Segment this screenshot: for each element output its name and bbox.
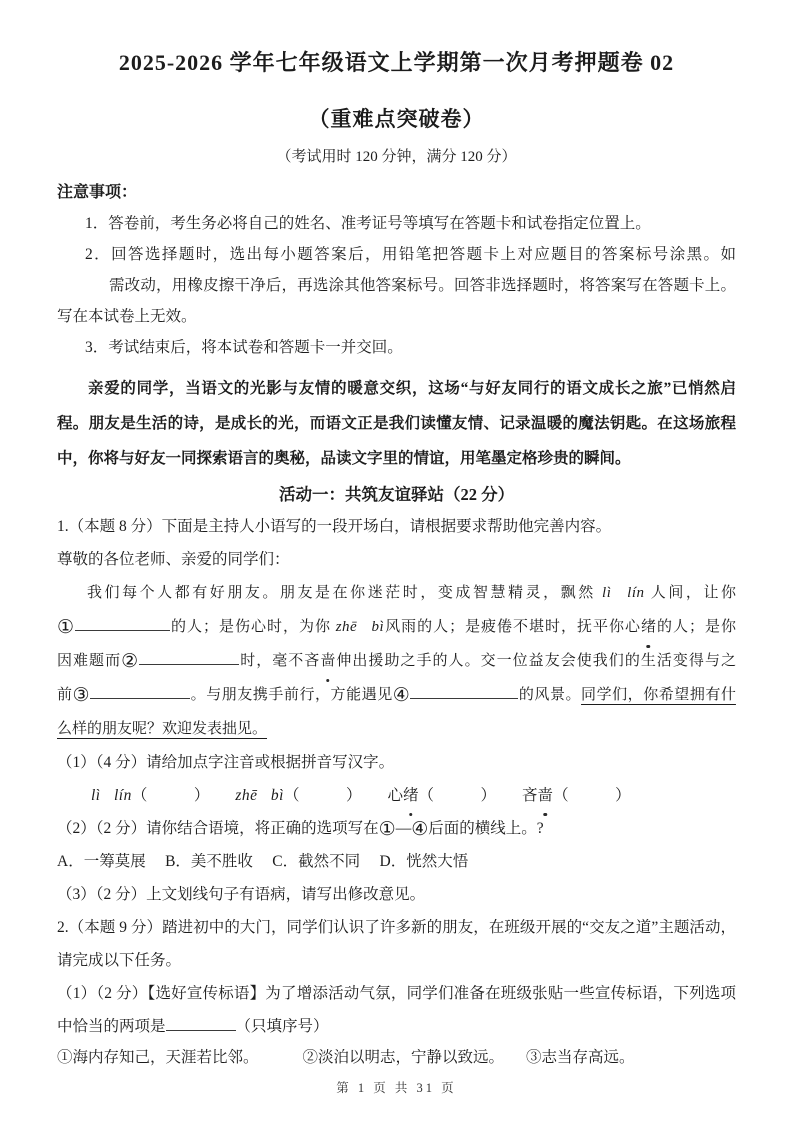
notice-item-3: 3．考试结束后，将本试卷和答题卡一并交回。 [85, 339, 403, 356]
opening-line-4-text-b: 。与朋友携手前行，方能遇见 [190, 687, 393, 703]
word-item-linse-char-2-dotted: 啬 [538, 779, 554, 812]
opening-line-1-tail: 人间，让你 [644, 585, 736, 601]
opening-line-2 [57, 610, 736, 644]
pinyin-answer-row [57, 779, 736, 812]
word-item-xinxu-char-2-dotted: 绪 [403, 779, 419, 812]
emphasized-char-xu: 绪 [641, 610, 656, 644]
opening-line-5 [57, 712, 736, 746]
question-1-sub-2 [57, 812, 736, 845]
exam-meta: （考试用时 120 分钟，满分 120 分） [276, 149, 517, 165]
opening-line-2-text-a: 的人；是伤心时，为你 [170, 619, 336, 635]
notice-item-2-line-1: 2．回答选择题时，选出每小题答案后，用铅笔把答题卡上对应题目的答案标号涂黑。如 [85, 246, 736, 263]
page-footer: 第 1 页 共 31 页 [336, 1081, 457, 1095]
notice-item-2-line-2: 需改动，用橡皮擦干净后，再选涂其他答案标号。回答非选择题时，将答案写在答题卡上。 [109, 277, 736, 294]
circled-number-2: ② [121, 650, 140, 672]
blank-line-4 [410, 683, 518, 699]
question-1-sub-2-text-a: （2）（2 分）请你结合语境，将正确的选项写在 [57, 820, 379, 837]
page-subtitle: （重难点突破卷） [308, 107, 485, 131]
pinyin-item-lilin-syllables: lì lín [91, 787, 132, 804]
word-item-linse-char-1: 吝 [522, 787, 538, 804]
opening-line-3-text-c: 伸出援助之手的人。交一位益友会使我们的生活变得与之 [335, 653, 736, 669]
opening-line-1 [57, 576, 736, 610]
circled-number-1: ① [57, 616, 76, 638]
word-item-xinxu [387, 787, 496, 804]
opening-salutation: 尊敬的各位老师、亲爱的同学们： [57, 551, 290, 568]
blank-line-1 [75, 615, 170, 631]
slogan-option-2: ②淡泊以明志，宁静以致远。 [302, 1049, 505, 1066]
slogan-options-row [57, 1043, 736, 1073]
blank-line-3 [90, 683, 190, 699]
circled-number-1-ref: ① [378, 818, 396, 840]
notice-heading: 注意事项： [57, 184, 138, 201]
notice-item-1: 1．答卷前，考生务必将自己的姓名、准考证号等填写在答题卡和试卷指定位置上。 [85, 215, 651, 232]
answer-parentheses-4: （ ） [553, 787, 631, 804]
page-title: 2025-2026 学年七年级语文上学期第一次月考押题卷 02 [118, 50, 675, 75]
question-1-sub-2-text-b: 后面的横线上。? [428, 820, 544, 837]
pinyin-item-lilin [91, 787, 209, 804]
question-2-sub-1 [57, 977, 736, 1043]
opening-line-1-text: 我们每个人都有好朋友。朋友是在你迷茫时，变成智慧精灵，飘然 [87, 585, 603, 601]
circled-number-4-ref: ④ [411, 818, 429, 840]
emphasized-char-se: 啬 [320, 644, 335, 678]
answer-parentheses-2: （ ） [283, 787, 362, 804]
intro-paragraph: 亲爱的同学，当语文的光影与友情的暖意交织，这场“与好友同行的语文成长之旅”已悄然启程。朋友是生活的诗，是成长的光，而语文正是我们读懂友情、记录温暖的魔法钥匙。在这场旅程中，你将与好友一同探索语言的奥秘，品读文字里的情谊，用笔墨定格珍贵的瞬间。 [57, 380, 736, 467]
opening-line-3-text-a: 因难题而 [57, 653, 122, 669]
pinyin-item-zhebi-syllables: zhē bì [235, 787, 284, 804]
slogan-option-3: ③志当存高远。 [526, 1049, 635, 1066]
circled-number-4: ④ [392, 684, 411, 706]
notice-item-2-line-3: 写在本试卷上无效。 [57, 308, 197, 325]
question-2-sub-1-text-a: （1）（2 分）【选好宣传标语】为了增添活动气氛，同学们准备在班级张贴一些宣传标语，下列选项中恰当的两项是 [57, 985, 736, 1035]
opening-line-2-text-b: 风雨的人；是疲倦不堪时，抚平你心 [384, 619, 641, 635]
answer-parentheses-3: （ ） [418, 787, 497, 804]
activity-1-heading: 活动一：共筑友谊驿站（22 分） [278, 485, 515, 504]
question-1-stem: 1.（本题 8 分）下面是主持人小语写的一段开场白，请根据要求帮助他完善内容。 [57, 518, 612, 535]
pinyin-item-zhebi [235, 787, 361, 804]
question-1-sub-2-options: A．一筹莫展 B．美不胜收 C．截然不同 D．恍然大悟 [57, 853, 469, 870]
word-item-linse [522, 787, 631, 804]
pinyin-li-lin: lì lín [602, 585, 645, 601]
question-2-stem: 2.（本题 9 分）踏进初中的大门，同学们认识了许多新的朋友，在班级开展的“交友之道”主题活动，请完成以下任务。 [57, 919, 736, 969]
question-2-sub-1-text-b: （只填序号） [235, 1018, 329, 1035]
underlined-clause-part-2: 么样的朋友呢？欢迎发表拙见。 [57, 721, 268, 737]
word-item-xinxu-char-1: 心 [387, 787, 403, 804]
blank-line-2 [139, 649, 239, 665]
circled-number-3: ③ [72, 684, 91, 706]
opening-line-3-text-b: 时，毫不吝 [239, 653, 321, 669]
range-dash: — [395, 820, 412, 837]
pinyin-zhe-bi: zhē bì [335, 619, 385, 635]
opening-line-2-text-c: 的人；是你 [656, 619, 736, 635]
opening-line-4-text-a: 前 [57, 687, 73, 703]
slogan-option-1: ①海内存知己，天涯若比邻。 [57, 1049, 259, 1066]
question-1-sub-1: （1）（4 分）请给加点字注音或根据拼音写汉字。 [57, 754, 395, 771]
opening-line-3 [57, 644, 736, 678]
underlined-clause-part-1: 同学们，你希望拥有什 [581, 687, 736, 703]
blank-line-answer [166, 1015, 236, 1031]
opening-line-4-text-c: 的风景。 [518, 687, 582, 703]
question-1-sub-3: （3）（2 分）上文划线句子有语病，请写出修改意见。 [57, 886, 426, 903]
opening-line-4 [57, 678, 736, 712]
answer-parentheses-1: （ ） [131, 787, 210, 804]
